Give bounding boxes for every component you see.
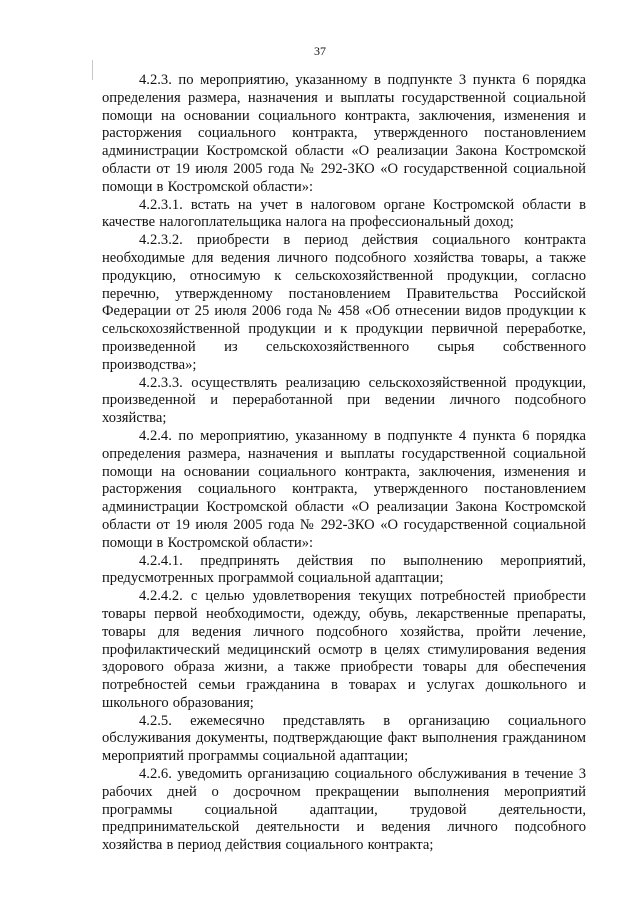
scan-margin-mark [92,60,93,80]
page-number: 37 [314,44,326,58]
paragraph-4-2-3-1: 4.2.3.1. встать на учет в налоговом органе Костромской области в качестве налогоплательщика налога на профессиональный доход; [102,196,586,231]
paragraph-4-2-3: 4.2.3. по мероприятию, указанному в подпункте 3 пункта 6 порядка определения размера, назначения и выплаты государственной социальной помощи на основании социального контракта, заключения, изменения и расторжения социального контракта, утвержденного постановлением администрации Костромской области «О реализации Закона Костромской области от 19 июля 2005 года № 292-ЗКО «О государственной социальной помощи в Костромской области»: [102,72,586,195]
paragraph-4-2-3-3: 4.2.3.3. осуществлять реализацию сельскохозяйственной продукции, произведенной и переработанной при ведении личного подсобного хозяйства; [102,374,586,427]
paragraph-4-2-4: 4.2.4. по мероприятию, указанному в подпункте 4 пункта 6 порядка определения размера, назначения и выплаты государственной социальной помощи на основании социального контракта, заключения, изменения и расторжения социального контракта, утвержденного постановлением администрации Костромской области «О реализации Закона Костромской области от 19 июля 2005 года № 292-ЗКО «О государственной социальной помощи в Костромской области»: [102,427,586,551]
paragraph-4-2-6: 4.2.6. уведомить организацию социального обслуживания в течение 3 рабочих дней о досрочном прекращении выполнения мероприятий программы социальной адаптации, трудовой деятельности, предпринимательской деятельности и ведения личного подсобного хозяйства в период действия социального контракта; [102,766,586,854]
paragraph-4-2-5: 4.2.5. ежемесячно представлять в организацию социального обслуживания документы, подтверждающие факт выполнения гражданином мероприятий программы социальной адаптации; [102,712,586,765]
paragraph-4-2-4-2: 4.2.4.2. с целью удовлетворения текущих потребностей приобрести товары первой необходимости, одежду, обувь, лекарственные препараты, товары для ведения личного подсобного хозяйства, пройти лечение, профилактический медицинский осмотр в целях стимулирования ведения здорового образа жизни, а также приобрести товары для обеспечения потребностей семьи гражданина в товарах и услугах дошкольного и школьного образования; [102,588,586,711]
document-body [102,72,586,855]
paragraph-4-2-3-2: 4.2.3.2. приобрести в период действия социального контракта необходимые для ведения личного подсобного хозяйства товары, а также продукцию, относимую к сельскохозяйственной продукции, согласно перечню, утвержденному постановлением Правительства Российской Федерации от 25 июля 2006 года № 458 «Об отнесении видов продукции к сельскохозяйственной продукции и к продукции первичной переработке, произведенной из сельскохозяйственного сырья собственного производства»; [102,232,586,373]
paragraph-4-2-4-1: 4.2.4.1. предпринять действия по выполнению мероприятий, предусмотренных программой социальной адаптации; [102,552,586,587]
